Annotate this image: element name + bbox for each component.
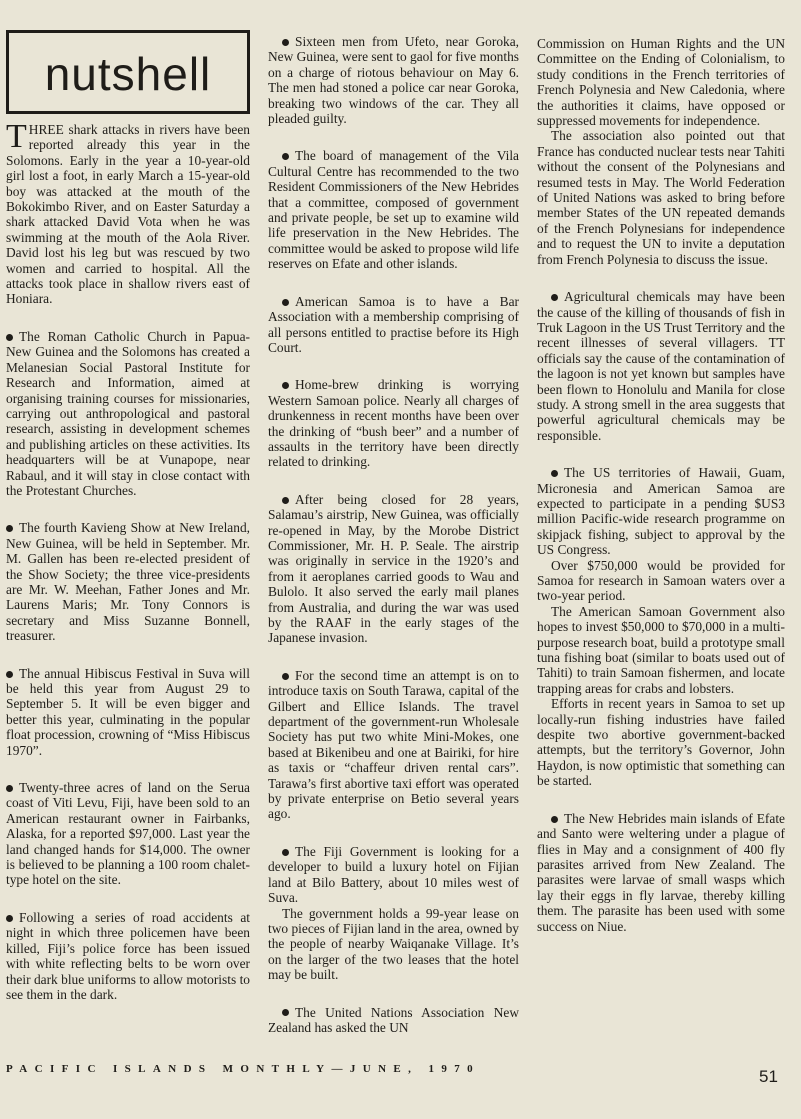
item-ufeto-men: Sixteen men from Ufeto, near Goroka, New Guinea, were sent to gaol for five months on a charge of riotous behaviour on May 6. The men had stoned a police car near Goroka, breaking two windows of the car. They all pleaded guilty. — [268, 34, 520, 127]
bullet-icon — [551, 470, 558, 477]
item-serua-land: Twenty-three acres of land on the Serua coast of Viti Levu, Fiji, have been sold to an American restaurant owner in Fairbanks, Alaska, for a reported $97,000. Last year the land changed hands for $14,000. The owner is believed to be planning a 100 room chalet-type hotel on the site. — [6, 780, 250, 888]
item-truk-lagoon: Agricultural chemicals may have been the cause of the killing of thousands of fish in Truk Lagoon in the US Trust Territory and the recent illnesses of several villagers. TT officials say the cause of the contamination of the lagoon is not yet known but samples have been flown to Honolulu and Manila for close study. A strong smell in the area suggests that powerful agricultural chemicals may be responsible. — [537, 289, 785, 443]
masthead-box — [6, 30, 250, 114]
column-3 — [537, 36, 785, 956]
page-number: 51 — [759, 1067, 778, 1086]
item-samoa-funding: Over $750,000 would be provided for Samoa for research in Samoan waters over a two-year period. — [537, 557, 785, 604]
bullet-icon — [6, 915, 13, 922]
bullet-icon — [6, 785, 13, 792]
item-fly-plague: The New Hebrides main islands of Efate and Santo were weltering under a plague of flies in May and a consignment of 400 fly parasites arrived from New Zealand. The parasites were larvae of small wasps which lay their eggs in fly larvae, thereby killing them. The parasite has been used with some success on Niue. — [537, 810, 785, 934]
column-2 — [268, 34, 519, 1057]
bullet-icon — [282, 153, 289, 160]
bullet-icon — [282, 673, 289, 680]
column-1 — [6, 30, 250, 1024]
drop-cap: T — [6, 118, 27, 155]
bullet-icon — [551, 294, 558, 301]
bullet-icon — [282, 382, 289, 389]
item-fiji-hotel-cont: The government holds a 99-year lease on two pieces of Fijian land in the area, owned by the people of nearby Waiqanake Village. It’s on the larger of the two leases that the hotel may be built. — [268, 905, 519, 983]
bullet-icon — [282, 39, 289, 46]
item-skipjack-research: The US territories of Hawaii, Guam, Micronesia and American Samoa are expected to participate in a pending $US3 million Pacific-wide research programme on skipjack fishing, subject to approval by the US Congress. — [537, 465, 785, 558]
item-nuclear-tests: The association also pointed out that France has conducted nuclear tests near Tahiti without the consent of the Polynesians and resumed tests in May. The World Federation of United Nations was asked to bring before member States of the UN repeated demands of the French Polynesians for independence and to request the UN to invite a deputation from French Polynesia to discuss the issue. — [537, 128, 785, 267]
bullet-icon — [6, 334, 13, 341]
item-bar-association: American Samoa is to have a Bar Association with a membership comprising of all persons entitled to practise before its High Court. — [268, 293, 519, 355]
masthead-title: nutshell — [44, 48, 212, 100]
item-home-brew: Home-brew drinking is worrying Western Samoan police. Nearly all charges of drunkenness in recent months have been over the drinking of “bush beer” and a number of assaults in the territory have been directly related to drinking. — [268, 377, 519, 470]
item-un-association-cont: Commission on Human Rights and the UN Committee on the Ending of Colonialism, to study conditions in the French territories of French Polynesia and New Caledonia, where the authorities it claims, have opposed or suppressed movements for independence. — [537, 36, 785, 129]
bullet-icon — [282, 1009, 289, 1016]
item-kavieng-show: The fourth Kavieng Show at New Ireland, New Guinea, will be held in September. Mr. M. Gallen has been re-elected president of the Show Society; the three vice-presidents are Mr. W. Meehan, Father Jones and Mr. Laurens Maris; Mr. Tony Connors is secretary and Miss Suzanne Bonnell, treasurer. — [6, 520, 250, 644]
footer-line: PACIFIC ISLANDS MONTHLY—JUNE, 1970 — [6, 1063, 481, 1075]
bullet-icon — [282, 849, 289, 856]
bullet-icon — [6, 525, 13, 532]
bullet-icon — [282, 497, 289, 504]
item-vila-cultural-centre: The board of management of the Vila Cultural Centre has recommended to the two Resident Commissioners of the New Hebrides that a committee, composed of government and private people, be set up to examine wild life preservation in the New Hebrides. The committee would be asked to propose wild life reserves on Efate and other islands. — [268, 148, 520, 272]
item-salamau-airstrip: After being closed for 28 years, Salamau’s airstrip, New Guinea, was officially re-opened in May, by the Morobe District Commissioner, Mr. H. P. Seale. The airstrip was originally in service in the 1920’s and from it aeroplanes carried goods to Wau and Bulolo. It also served the early mail planes from Australia, and during the war was used by the RAAF in the early stages of the Japanese invasion. — [268, 491, 519, 646]
item-police-belts: Following a series of road accidents at night in which three policemen have been killed, Fiji’s police force has been issued with white reflecting belts to be worn over their dark blue uniforms to allow motorists to see them in the dark. — [6, 909, 250, 1002]
item-samoa-fishing: Efforts in recent years in Samoa to set up locally-run fishing industries have failed despite two abortive government-backed attempts, but the territory’s Governor, John Haydon, is now optimistic that something can be started. — [537, 696, 785, 789]
item-un-association: The United Nations Association New Zealand has asked the UN — [268, 1004, 519, 1035]
item-samoa-boat: The American Samoan Government also hopes to invest $50,000 to $70,000 in a multi-purpose research boat, build a prototype small tuna fishing boat (similar to boats used out of Tahiti) to train Samoan fishermen, and locate trapping areas for crabs and lobsters. — [537, 603, 785, 696]
bullet-icon — [6, 671, 13, 678]
item-tarawa-taxis: For the second time an attempt is on to introduce taxis on South Tarawa, capital of the Gilbert and Ellice Islands. The travel department of the government-run Wholesale Society has put two white Mini-Mokes, one based at Bikenibeu and one at Bairiki, for hire as taxis or “chaffeur driven rental cars”. Tarawa’s first abortive taxi effort was operated by private enterprise on Betio several years ago. — [268, 667, 519, 822]
item-hibiscus-festival: The annual Hibiscus Festival in Suva will be held this year from August 29 to September 5. It will be even bigger and better this year, culminating in the popular float procession, crowning of “Miss Hibiscus 1970”. — [6, 665, 250, 758]
item-fiji-hotel: The Fiji Government is looking for a developer to build a luxury hotel on Fijian land at Bilo Battery, about 10 miles west of Suva. — [268, 843, 519, 906]
item-shark-attacks: THREE shark attacks in rivers have been reported already this year in the Solomons. Early in the year a 10-year-old girl lost a foot, in early March a 15-year-old boy was attacked at the mouth of the Bokokimbo River, and on Easter Saturday a shark attacked David Vota when he was swimming at the mouth of the Aola River. David lost his leg but was rescued by two women and carried to hospital. All the attacks took place in shallow rivers east of Honiara. — [6, 118, 250, 307]
item-pastoral-institute: The Roman Catholic Church in Papua-New Guinea and the Solomons has created a Melanesian Social Pastoral Institute for Research and Information, aimed at organising training courses for missionaries, carrying out anthropological and pastoral research, assisting in development schemes and publishing articles on these activities. Its headquarters will be at Vunapope, near Rabaul, and it will stay in close contact with the Protestant Churches. — [6, 328, 250, 498]
bullet-icon — [551, 816, 558, 823]
bullet-icon — [282, 299, 289, 306]
